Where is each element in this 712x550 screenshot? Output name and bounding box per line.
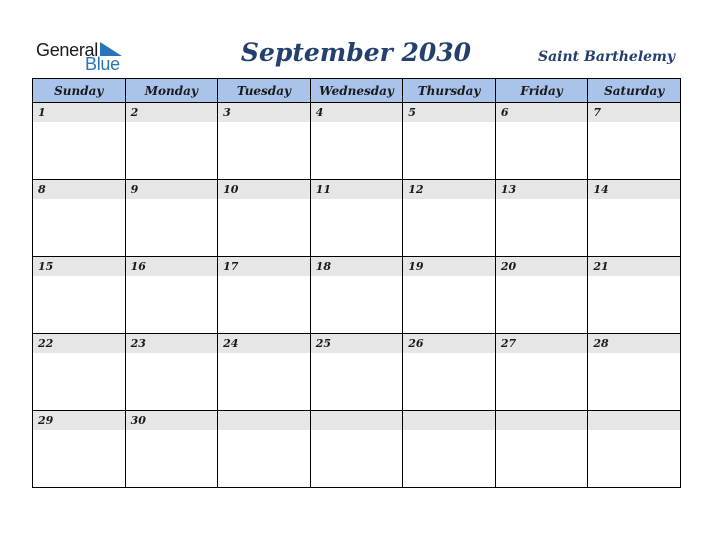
generalblue-logo bbox=[36, 40, 136, 74]
day-cell-empty bbox=[588, 411, 681, 488]
day-number: 2 bbox=[126, 103, 218, 122]
day-cell bbox=[403, 257, 496, 334]
day-number: 7 bbox=[588, 103, 680, 122]
day-cell-empty bbox=[218, 411, 311, 488]
day-number: 4 bbox=[311, 103, 403, 122]
day-cell bbox=[588, 334, 681, 411]
day-number: 27 bbox=[496, 334, 588, 353]
day-number: 16 bbox=[126, 257, 218, 276]
day-cell bbox=[125, 103, 218, 180]
day-number: 14 bbox=[588, 180, 680, 199]
logo-word-blue: Blue bbox=[85, 54, 120, 74]
weekday-thursday: Thursday bbox=[403, 79, 496, 103]
day-number: 20 bbox=[496, 257, 588, 276]
day-number: 19 bbox=[403, 257, 495, 276]
day-number bbox=[588, 411, 680, 430]
day-cell bbox=[403, 334, 496, 411]
day-number: 3 bbox=[218, 103, 310, 122]
weekday-header-row bbox=[33, 79, 681, 103]
weekday-tuesday: Tuesday bbox=[218, 79, 311, 103]
week-row bbox=[33, 334, 681, 411]
day-cell bbox=[33, 334, 126, 411]
week-row bbox=[33, 411, 681, 488]
day-cell bbox=[125, 257, 218, 334]
calendar-title: September 2030 bbox=[240, 38, 472, 67]
day-cell bbox=[218, 334, 311, 411]
day-number: 28 bbox=[588, 334, 680, 353]
day-number: 12 bbox=[403, 180, 495, 199]
day-cell bbox=[310, 103, 403, 180]
logo-word-general: General bbox=[36, 40, 98, 60]
day-number: 21 bbox=[588, 257, 680, 276]
day-number: 29 bbox=[33, 411, 125, 430]
day-number: 10 bbox=[218, 180, 310, 199]
calendar-grid bbox=[32, 78, 681, 488]
day-cell bbox=[33, 103, 126, 180]
day-number: 8 bbox=[33, 180, 125, 199]
day-cell bbox=[588, 257, 681, 334]
region-name: Saint Barthelemy bbox=[537, 49, 675, 65]
day-cell-empty bbox=[495, 411, 588, 488]
day-number: 22 bbox=[33, 334, 125, 353]
day-cell bbox=[33, 411, 126, 488]
day-number bbox=[403, 411, 495, 430]
day-number: 23 bbox=[126, 334, 218, 353]
day-cell bbox=[218, 257, 311, 334]
day-number bbox=[311, 411, 403, 430]
day-number: 6 bbox=[496, 103, 588, 122]
week-row bbox=[33, 103, 681, 180]
day-number: 9 bbox=[126, 180, 218, 199]
day-cell bbox=[495, 103, 588, 180]
day-cell-empty bbox=[403, 411, 496, 488]
day-cell bbox=[218, 103, 311, 180]
day-number bbox=[218, 411, 310, 430]
day-number: 24 bbox=[218, 334, 310, 353]
day-cell bbox=[125, 411, 218, 488]
day-number: 25 bbox=[311, 334, 403, 353]
day-cell bbox=[403, 180, 496, 257]
day-number: 30 bbox=[126, 411, 218, 430]
weekday-sunday: Sunday bbox=[33, 79, 126, 103]
day-number: 17 bbox=[218, 257, 310, 276]
day-number: 15 bbox=[33, 257, 125, 276]
day-number: 1 bbox=[33, 103, 125, 122]
day-cell bbox=[495, 257, 588, 334]
weekday-monday: Monday bbox=[125, 79, 218, 103]
weekday-wednesday: Wednesday bbox=[310, 79, 403, 103]
day-number: 5 bbox=[403, 103, 495, 122]
day-number: 11 bbox=[311, 180, 403, 199]
day-number: 13 bbox=[496, 180, 588, 199]
weekday-friday: Friday bbox=[495, 79, 588, 103]
day-number: 18 bbox=[311, 257, 403, 276]
day-cell bbox=[310, 334, 403, 411]
day-cell bbox=[33, 257, 126, 334]
day-cell bbox=[310, 180, 403, 257]
day-cell bbox=[588, 180, 681, 257]
weekday-saturday: Saturday bbox=[588, 79, 681, 103]
day-number: 26 bbox=[403, 334, 495, 353]
day-cell bbox=[125, 334, 218, 411]
day-cell bbox=[125, 180, 218, 257]
week-row bbox=[33, 180, 681, 257]
day-cell-empty bbox=[310, 411, 403, 488]
day-cell bbox=[218, 180, 311, 257]
day-number bbox=[496, 411, 588, 430]
week-row bbox=[33, 257, 681, 334]
day-cell bbox=[495, 180, 588, 257]
day-cell bbox=[588, 103, 681, 180]
day-cell bbox=[310, 257, 403, 334]
day-cell bbox=[403, 103, 496, 180]
day-cell bbox=[33, 180, 126, 257]
day-cell bbox=[495, 334, 588, 411]
